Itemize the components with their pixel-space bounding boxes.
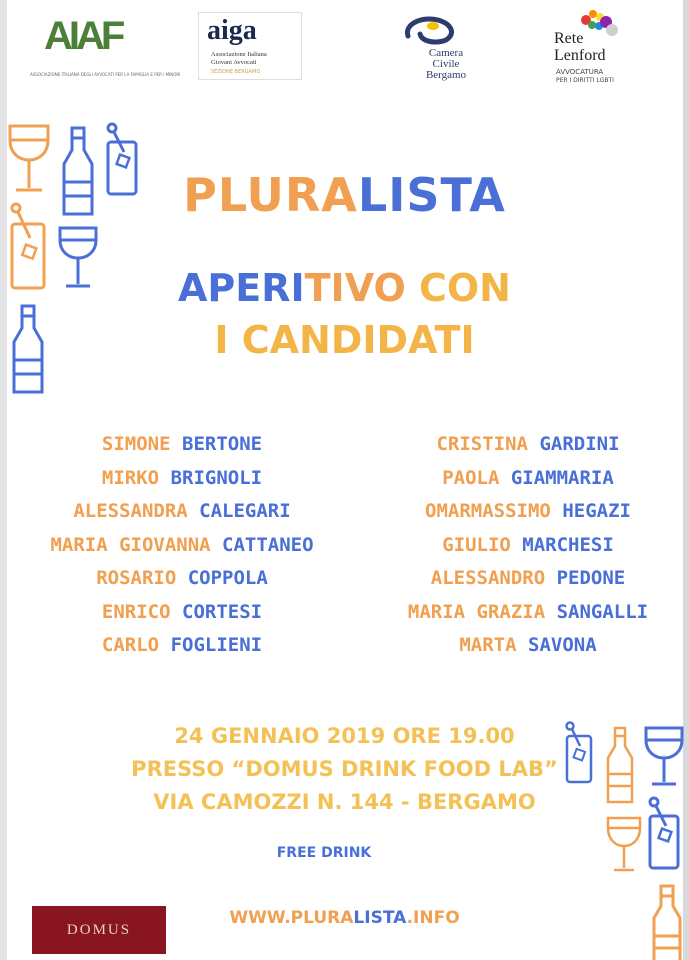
camera-line3: Bergamo <box>425 69 467 81</box>
candidate-row <box>22 529 342 563</box>
event-venue: PRESSO “DOMUS DRINK FOOD LAB” <box>131 757 558 781</box>
candidate-last-name: CORTESI <box>182 600 263 623</box>
event-date: 24 GENNAIO 2019 ORE 19.00 <box>174 724 515 748</box>
candidate-row <box>22 596 342 630</box>
subtitle-line2: I CANDIDATI <box>214 318 475 362</box>
rete-lenford-logo <box>548 8 638 88</box>
rainbow-bubbles-icon <box>578 8 618 38</box>
camera-line2: Civile <box>432 58 460 70</box>
event-address: VIA CAMOZZI N. 144 - BERGAMO <box>153 790 536 814</box>
aiga-logo-line1: Associazione Italiana <box>211 51 267 58</box>
candidate-last-name: SANGALLI <box>556 600 649 623</box>
subtitle-part2: TIVO <box>304 266 406 310</box>
candidate-last-name: BRIGNOLI <box>170 466 263 489</box>
candidate-first-name: CRISTINA <box>436 433 528 455</box>
domus-logo: DOMUS <box>32 906 166 954</box>
camera-civile-swirl-icon <box>402 14 462 48</box>
aiaf-logo-mark: AIAF <box>44 14 122 58</box>
candidate-row <box>368 428 688 462</box>
candidate-row <box>368 562 688 596</box>
candidate-row <box>368 596 688 630</box>
candidate-last-name: COPPOLA <box>187 567 268 589</box>
poster-title <box>0 168 689 222</box>
website-part4: .INFO <box>406 908 460 928</box>
candidate-last-name: MARCHESI <box>522 533 614 556</box>
website-part2: PLURA <box>290 908 354 928</box>
aiaf-logo <box>30 12 181 82</box>
candidate-row <box>22 629 342 663</box>
subtitle-part1: APERI <box>178 266 305 310</box>
candidate-first-name: ALESSANDRO <box>430 567 546 589</box>
candidate-row <box>368 462 688 496</box>
candidate-first-name: PAOLA <box>442 466 500 489</box>
aiga-logo <box>198 12 302 80</box>
candidate-first-name: GIULIO <box>442 533 511 556</box>
candidate-row <box>22 462 342 496</box>
candidate-first-name: MARIA GIOVANNA <box>50 533 211 556</box>
candidate-row <box>368 529 688 563</box>
candidate-first-name: MARIA GRAZIA <box>407 600 546 623</box>
candidate-first-name: ENRICO <box>101 600 171 623</box>
camera-civile-logo <box>398 14 478 86</box>
title-part2: LISTA <box>357 168 506 222</box>
rete-line4: PER I DIRITTI LGBTI <box>556 77 614 84</box>
camera-line1: Camera <box>428 47 464 59</box>
aiga-logo-line2: Giovani Avvocati <box>211 59 257 66</box>
subtitle-part3: CON <box>405 266 511 310</box>
candidates-right-list <box>368 428 688 663</box>
candidate-last-name: CALEGARI <box>199 500 291 522</box>
candidate-last-name: SAVONA <box>528 634 597 656</box>
website-part1: WWW. <box>229 908 291 928</box>
candidate-last-name: HEGAZI <box>562 500 631 522</box>
free-drink-label: FREE DRINK <box>276 845 372 861</box>
aiga-logo-line3: SEZIONE BERGAMO <box>211 69 261 75</box>
rete-line2: Lenford <box>554 47 606 64</box>
aiga-logo-title: aiga <box>207 15 257 46</box>
candidate-last-name: GARDINI <box>539 433 620 455</box>
subtitle-line1 <box>0 266 689 310</box>
candidates-left-list <box>22 428 342 663</box>
candidate-first-name: CARLO <box>101 634 160 656</box>
candidate-last-name: CATTANEO <box>222 533 314 556</box>
candidate-row <box>22 428 342 462</box>
candidate-last-name: BERTONE <box>182 433 263 455</box>
candidate-last-name: GIAMMARIA <box>510 466 614 489</box>
candidate-row <box>22 562 342 596</box>
rete-line3: AVVOCATURA <box>556 68 604 76</box>
candidate-first-name: MARTA <box>459 634 517 656</box>
candidate-first-name: MIRKO <box>101 466 160 489</box>
candidate-row <box>368 495 688 529</box>
aiaf-logo-subtitle: ASSOCIAZIONE ITALIANA DEGLI AVVOCATI PER LA FAMIGLIA E PER I MINORI <box>30 72 181 77</box>
candidate-row <box>22 495 342 529</box>
candidate-first-name: SIMONE <box>101 433 171 455</box>
candidate-first-name: ROSARIO <box>96 567 177 589</box>
candidate-last-name: PEDONE <box>556 567 626 589</box>
candidate-row <box>368 629 688 663</box>
website-part3: LISTA <box>353 908 407 928</box>
website-link[interactable] <box>0 908 689 928</box>
title-part1: PLURA <box>183 168 358 222</box>
candidate-last-name: FOGLIENI <box>170 634 263 656</box>
camera-civile-text <box>416 48 476 81</box>
rete-line1: Rete <box>554 30 584 47</box>
candidate-first-name: ALESSANDRA <box>73 500 188 522</box>
candidate-first-name: OMARMASSIMO <box>425 500 551 522</box>
